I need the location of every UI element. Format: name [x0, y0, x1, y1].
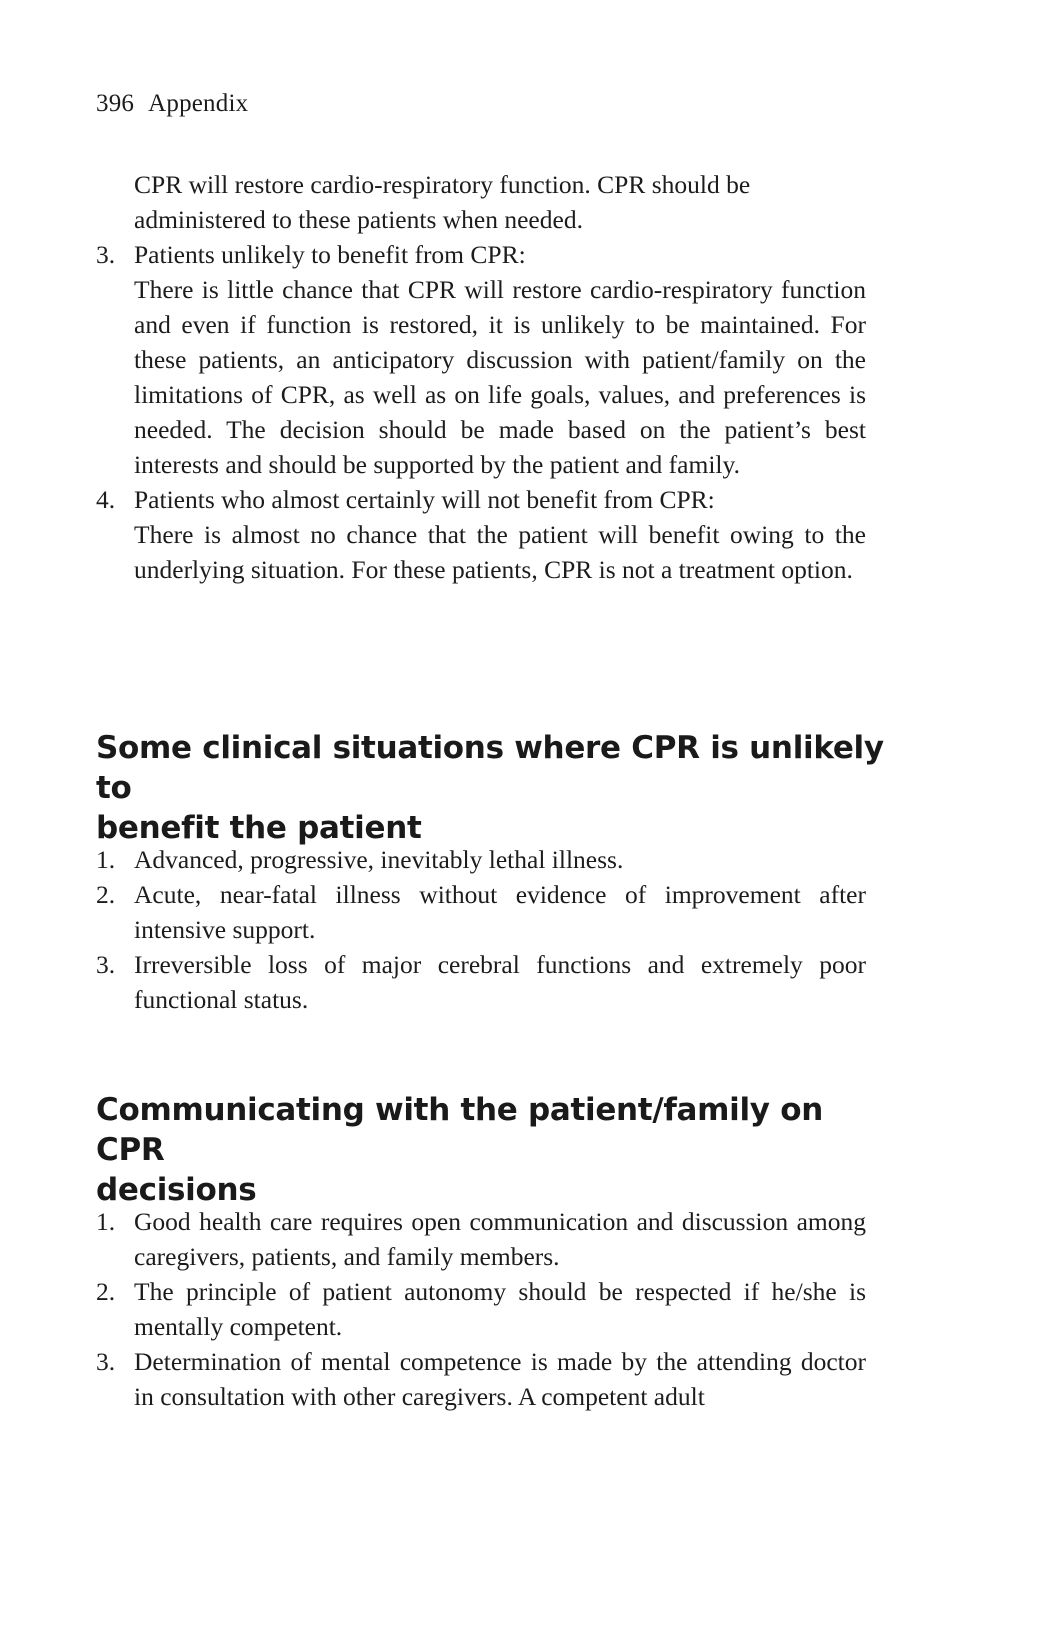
item-text: Determination of mental competence is made by the attending doctor in consultation with other caregivers. A competent adult [134, 1347, 866, 1411]
item-number: 2. [96, 880, 116, 909]
item-number: 3. [96, 950, 116, 979]
item-text: Irreversible loss of major cerebral functions and extremely poor functional status. [134, 950, 866, 1014]
item-text: Good health care requires open communication and discussion among caregivers, patients, and family members. [134, 1207, 866, 1271]
list-item [96, 947, 866, 1017]
list-item [96, 1274, 866, 1344]
item-text: There is little chance that CPR will restore cardio-respiratory function and even if function is restored, it is unlikely to be maintained. For these patients, an anticipatory discussion with patient/family on the limitations of CPR, as well as on life goals, values, and preferences is needed. The decision should be made based on the patient’s best interests and should be supported by the patient and family. [134, 275, 866, 479]
list-item [96, 237, 866, 482]
list-item [96, 482, 866, 587]
section-heading-clinical [96, 728, 886, 848]
heading-line: Communicating with the patient/family on CPR [96, 1092, 823, 1168]
item-text: There is almost no chance that the patient will benefit owing to the underlying situation. For these patients, CPR is not a treatment option. [134, 520, 866, 584]
item-number: 1. [96, 845, 116, 874]
continuation-line: CPR will restore cardio-respiratory function. CPR should be [134, 170, 751, 199]
item-number: 1. [96, 1207, 116, 1236]
running-head [96, 88, 248, 120]
list-item [96, 1204, 866, 1274]
item-title: Patients unlikely to benefit from CPR: [134, 240, 526, 269]
communication-list [96, 1204, 866, 1414]
list-item [96, 877, 866, 947]
item-title: Patients who almost certainly will not benefit from CPR: [134, 485, 715, 514]
heading-line: decisions [96, 1172, 257, 1208]
continuation-line: administered to these patients when needed. [134, 205, 583, 234]
heading-line: benefit the patient [96, 810, 422, 846]
page-number: 396 [96, 90, 135, 117]
item-number: 3. [96, 240, 116, 269]
item-number: 3. [96, 1347, 116, 1376]
heading-line: Some clinical situations where CPR is unlikely to [96, 730, 884, 806]
cpr-category-list [96, 237, 866, 587]
continuation-paragraph [134, 167, 866, 237]
item-text: Acute, near-fatal illness without evidence of improvement after intensive support. [134, 880, 866, 944]
item-text: The principle of patient autonomy should be respected if he/she is mentally competent. [134, 1277, 866, 1341]
section-heading-communicating [96, 1090, 886, 1210]
list-item [96, 842, 866, 877]
item-number: 4. [96, 485, 116, 514]
list-item [96, 1344, 866, 1414]
item-number: 2. [96, 1277, 116, 1306]
running-head-section: Appendix [148, 90, 249, 117]
item-text: Advanced, progressive, inevitably lethal illness. [134, 845, 624, 874]
clinical-situations-list [96, 842, 866, 1017]
